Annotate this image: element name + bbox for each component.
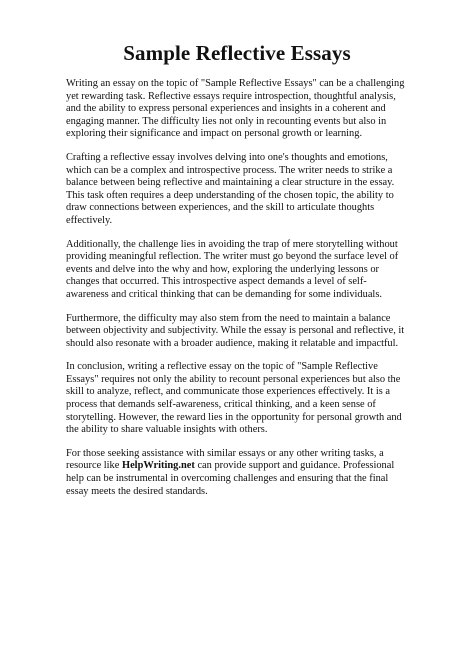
paragraph-6-rest: can provide support and guidance. Professional help can be instrumental in overcoming challenges and ensuring that the final essay meets the desired standards. — [66, 460, 395, 497]
paragraph-4: Furthermore, the difficulty may also stem from the need to maintain a balance between objectivity and subjectivity. While the essay is personal and reflective, it should also resonate with a broader audience, making it relatable and impactful. — [66, 312, 405, 349]
helpwriting-link[interactable]: HelpWriting.net — [121, 460, 195, 472]
paragraph-6-intro: For those seeking assistance with similar essays or any other writing tasks, a resource like — [66, 447, 384, 472]
paragraph-6 — [66, 448, 408, 498]
paragraph-3: Additionally, the challenge lies in avoiding the trap of mere storytelling without providing meaningful reflection. The writer must go beyond the surface level of events and delve into the why and how, exploring the underlying lessons or changes that occurred. This introspective aspect demands a level of self-awareness and critical thinking that can be demanding for some individuals. — [66, 238, 399, 300]
paragraph-1: Writing an essay on the topic of "Sample Reflective Essays" can be a challenging yet rewarding task. Reflective essays require introspection, thoughtful analysis, and the ability to express personal experiences and insights in a coherent and engaging manner. The difficulty lies not only in recounting events but also in exploring their significance and impact on personal growth or learning. — [66, 78, 405, 140]
paragraph-5: In conclusion, writing a reflective essay on the topic of "Sample Reflective Essays" requires not only the ability to recount personal experiences but also the skill to analyze, reflect, and communicate those experiences effectively. It is a process that demands self-awareness, critical thinking, and a keen sense of storytelling. However, the reward lies in the opportunity for personal growth and the ability to share valuable insights with others. — [66, 361, 402, 436]
document-body — [66, 78, 408, 498]
page-title: Sample Reflective Essays — [123, 41, 351, 65]
paragraph-2: Crafting a reflective essay involves delving into one's thoughts and emotions, which can be a complex and introspective process. The writer needs to strike a balance between being reflective and maintaining a clear structure in the essay. This task often requires a deep understanding of the chosen topic, the ability to draw connections between experiences, and the skill to articulate thoughts effectively. — [66, 151, 395, 226]
